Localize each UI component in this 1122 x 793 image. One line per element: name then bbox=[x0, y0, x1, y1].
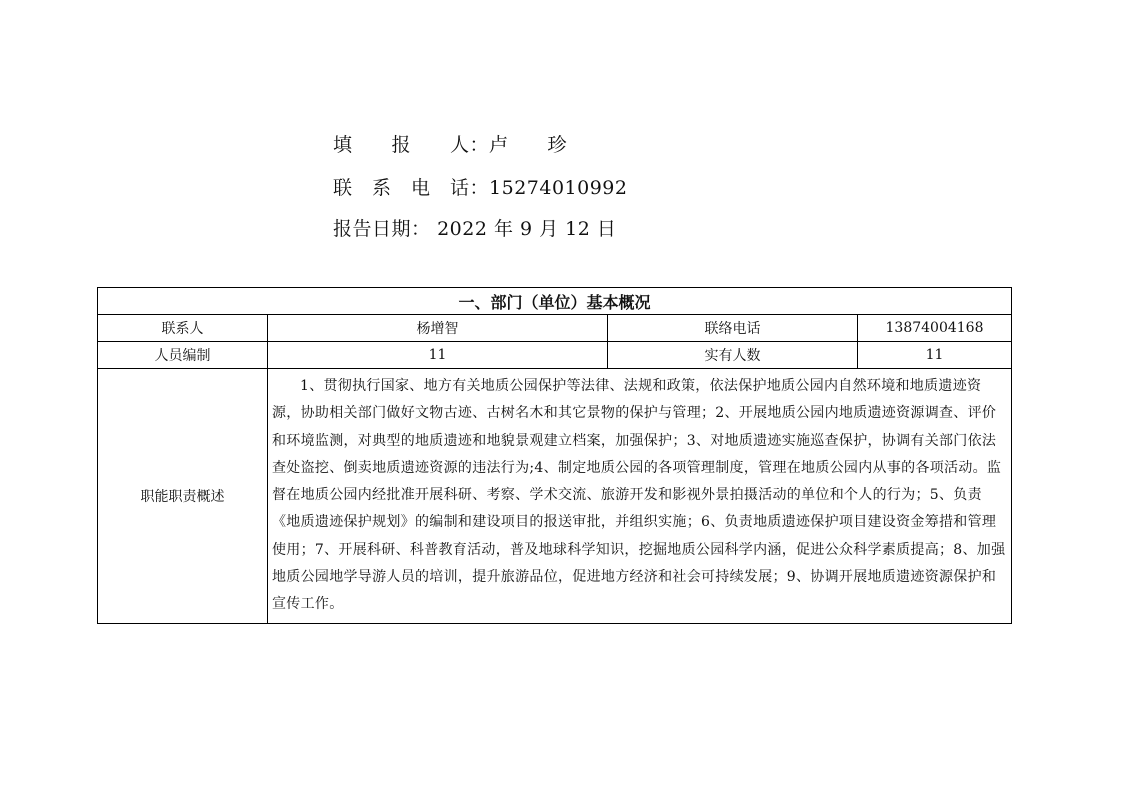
filler-label: 填 报 人： bbox=[333, 134, 490, 156]
duties-label: 职能职责概述 bbox=[98, 369, 268, 624]
phone-line bbox=[333, 173, 628, 200]
date-line bbox=[333, 214, 616, 241]
section-title: 一、部门（单位）基本概况 bbox=[98, 288, 1012, 315]
basic-info-table bbox=[97, 287, 1012, 624]
actual-staff-label: 实有人数 bbox=[608, 342, 858, 369]
contact-value: 杨增智 bbox=[268, 315, 608, 342]
date-value: 2022 年 9 月 12 日 bbox=[437, 218, 617, 240]
filler-value: 卢 珍 bbox=[489, 134, 568, 156]
phone-label: 联 系 电 话： bbox=[333, 177, 490, 199]
contact-row bbox=[98, 315, 1012, 342]
duties-text: 1、贯彻执行国家、地方有关地质公园保护等法律、法规和政策，依法保护地质公园内自然环境和地质遗迹资源，协助相关部门做好文物古迹、古树名木和其它景物的保护与管理；2、开展地质公园内地质遗迹资源调查、评价和环境监测，对典型的地质遗迹和地貌景观建立档案，加强保护；3、对地质遗迹实施巡查保护，协调有关部门依法查处盗挖、倒卖地质遗迹资源的违法行为;4、制定地质公园的各项管理制度，管理在地质公园内从事的各项活动。监督在地质公园内经批准开展科研、考察、学术交流、旅游开发和影视外景拍摄活动的单位和个人的行为；5、负责《地质遗迹保护规划》的编制和建设项目的报送审批，并组织实施；6、负责地质遗迹保护项目建设资金筹措和管理使用；7、开展科研、科普教育活动，普及地球科学知识，挖掘地质公园科学内涵，促进公众科学素质提高；8、加强地质公园地学导游人员的培训，提升旅游品位，促进地方经济和社会可持续发展；9、协调开展地质遗迹资源保护和宣传工作。 bbox=[268, 369, 1012, 624]
contact-phone-label: 联络电话 bbox=[608, 315, 858, 342]
actual-staff-value: 11 bbox=[858, 342, 1012, 369]
title-row bbox=[98, 288, 1012, 315]
phone-value: 15274010992 bbox=[489, 177, 628, 199]
staff-row bbox=[98, 342, 1012, 369]
staff-quota-label: 人员编制 bbox=[98, 342, 268, 369]
filler-line bbox=[333, 130, 567, 157]
date-label: 报告日期： bbox=[333, 218, 431, 240]
staff-quota-value: 11 bbox=[268, 342, 608, 369]
contact-phone-value: 13874004168 bbox=[858, 315, 1012, 342]
duties-row bbox=[98, 369, 1012, 624]
contact-label: 联系人 bbox=[98, 315, 268, 342]
